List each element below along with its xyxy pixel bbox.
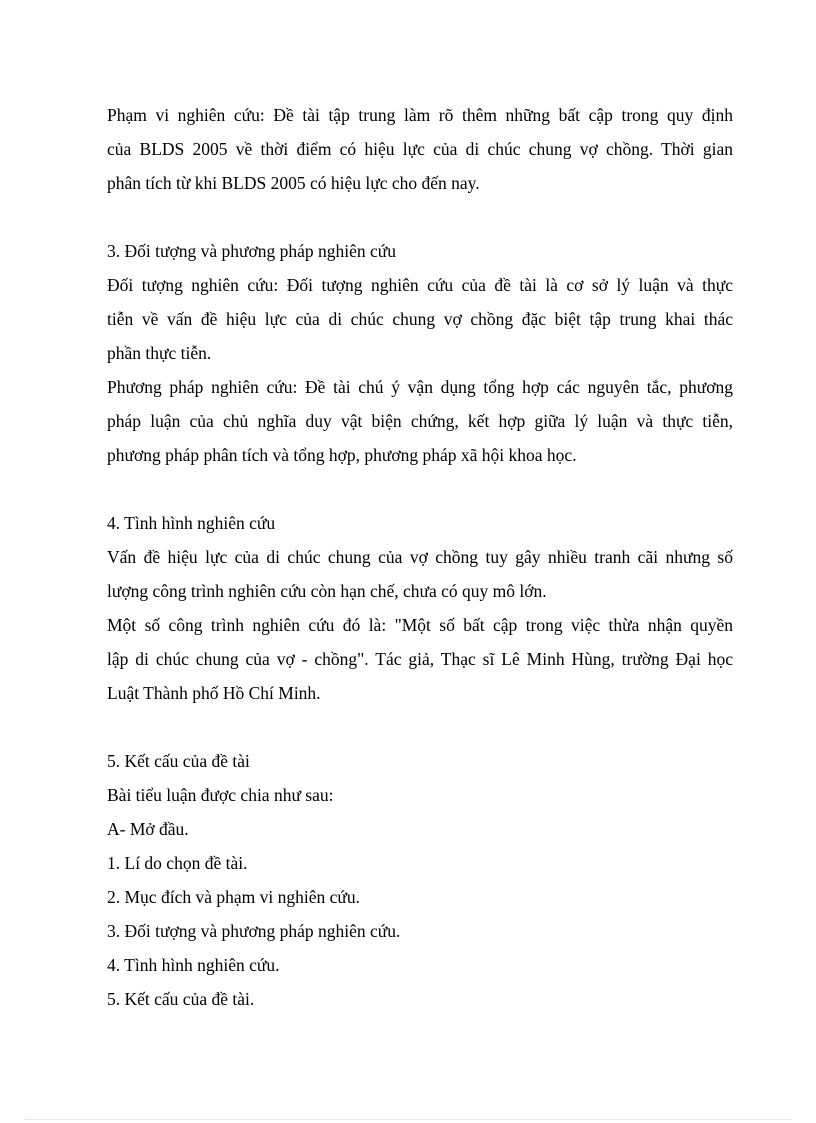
list-item: 3. Đối tượng và phương pháp nghiên cứu. bbox=[107, 921, 401, 941]
text-line: Luật Thành phố Hồ Chí Minh. bbox=[107, 683, 321, 703]
text-line: tiễn về vấn đề hiệu lực của di chúc chung vợ chồng đặc biệt tập trung khai thác bbox=[107, 309, 733, 329]
text-line: Phương pháp nghiên cứu: Đề tài chú ý vận dụng tổng hợp các nguyên tắc, phương bbox=[107, 377, 733, 397]
section-5 bbox=[107, 744, 733, 1016]
text-line: của BLDS 2005 về thời điểm có hiệu lực của di chúc chung vợ chồng. Thời gian bbox=[107, 139, 733, 159]
page-bottom-border bbox=[24, 1119, 792, 1120]
section-3-heading: 3. Đối tượng và phương pháp nghiên cứu bbox=[107, 241, 397, 261]
paragraph-gap bbox=[107, 472, 733, 506]
text-line: lập di chúc chung của vợ - chồng". Tác giả, Thạc sĩ Lê Minh Hùng, trường Đại học bbox=[107, 649, 733, 669]
text-line: Đối tượng nghiên cứu: Đối tượng nghiên cứu của đề tài là cơ sở lý luận và thực bbox=[107, 275, 733, 295]
section-3 bbox=[107, 234, 733, 472]
document-page bbox=[107, 98, 733, 1016]
section-4-heading: 4. Tình hình nghiên cứu bbox=[107, 513, 276, 533]
list-item: 4. Tình hình nghiên cứu. bbox=[107, 955, 280, 975]
section-5-heading: 5. Kết cấu của đề tài bbox=[107, 751, 250, 771]
paragraph-gap bbox=[107, 710, 733, 744]
section-4 bbox=[107, 506, 733, 710]
list-item: 1. Lí do chọn đề tài. bbox=[107, 853, 248, 873]
text-line: pháp luận của chủ nghĩa duy vật biện chứng, kết hợp giữa lý luận và thực tiễn, bbox=[107, 411, 733, 431]
text-line: Một số công trình nghiên cứu đó là: "Một số bất cập trong việc thừa nhận quyền bbox=[107, 615, 733, 635]
text-line: phần thực tiễn. bbox=[107, 343, 212, 363]
list-item: 5. Kết cấu của đề tài. bbox=[107, 989, 255, 1009]
list-item: 2. Mục đích và phạm vi nghiên cứu. bbox=[107, 887, 360, 907]
text-line: phương pháp phân tích và tổng hợp, phương pháp xã hội khoa học. bbox=[107, 445, 577, 465]
text-line: phân tích từ khi BLDS 2005 có hiệu lực cho đến nay. bbox=[107, 173, 480, 193]
text-line: Phạm vi nghiên cứu: Đề tài tập trung làm rõ thêm những bất cập trong quy định bbox=[107, 105, 733, 125]
list-item: A- Mở đầu. bbox=[107, 819, 189, 839]
scope-paragraph bbox=[107, 98, 733, 200]
text-line: Vấn đề hiệu lực của di chúc chung của vợ chồng tuy gây nhiều tranh cãi nhưng số bbox=[107, 547, 733, 567]
section-5-intro: Bài tiểu luận được chia như sau: bbox=[107, 785, 334, 805]
text-line: lượng công trình nghiên cứu còn hạn chế, chưa có quy mô lớn. bbox=[107, 581, 547, 601]
paragraph-gap bbox=[107, 200, 733, 234]
